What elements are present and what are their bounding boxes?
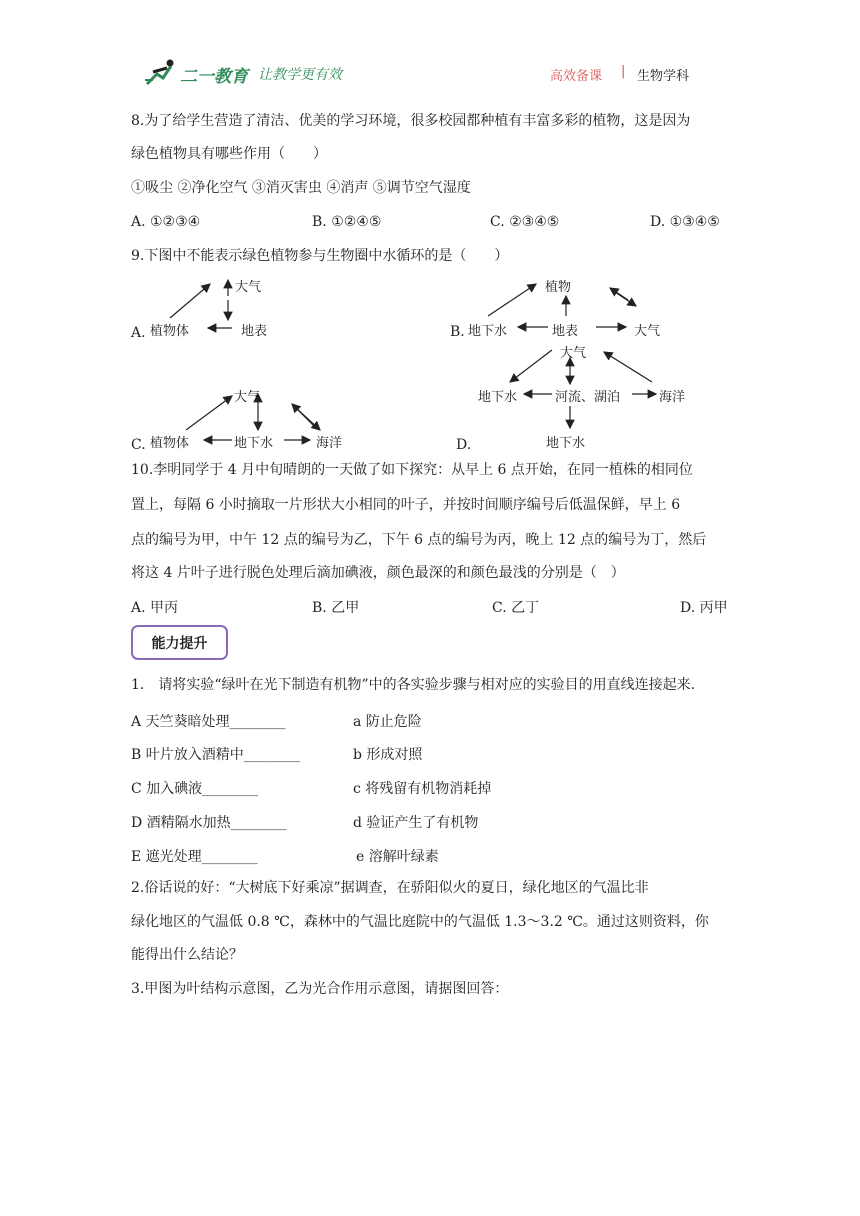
q10-option-b: B. 乙甲: [312, 600, 360, 616]
diagram-b-letter: B.: [450, 324, 465, 340]
p3-stem: 3.甲图为叶结构示意图，乙为光合作用示意图，请据图回答：: [131, 981, 509, 997]
p1-step-e: E 遮光处理________: [131, 849, 258, 865]
diagram-c-groundwater: 地下水: [234, 436, 274, 451]
diagram-b-plant: 植物: [545, 280, 572, 295]
diagram-b-groundwater: 地下水: [468, 324, 508, 339]
header-separator: |: [621, 64, 626, 79]
logo-text: 二一教育: [180, 67, 248, 87]
diagram-c-ocean: 海洋: [316, 436, 343, 451]
q8-stem-line2: 绿色植物具有哪些作用（ ）: [131, 146, 327, 162]
section-badge: 能力提升: [131, 625, 228, 660]
slogan: 让教学更有效: [258, 67, 342, 83]
q10-option-d: D. 丙甲: [680, 600, 728, 616]
p1-purpose-a: a 防止危险: [353, 714, 422, 730]
header-subject: 生物学科: [637, 69, 690, 84]
diagram-d-letter: D.: [456, 437, 472, 453]
diagram-b-surface: 地表: [552, 324, 579, 339]
diagram-d-rivers: 河流、湖泊: [555, 390, 621, 405]
q8-option-c: C. ②③④⑤: [490, 214, 560, 230]
q10-line3: 点的编号为甲，中午 12 点的编号为乙，下午 6 点的编号为丙，晚上 12 点的编号为丁，然后: [131, 532, 707, 548]
diagram-d-groundwater-left: 地下水: [478, 390, 518, 405]
q8-option-b: B. ①②④⑤: [312, 214, 382, 230]
p1-step-d: D 酒精隔水加热________: [131, 815, 287, 831]
q10-line4: 将这 4 片叶子进行脱色处理后滴加碘液，颜色最深的和颜色最浅的分别是（ ）: [131, 565, 625, 581]
diagram-b-atmosphere: 大气: [634, 324, 661, 339]
p1-purpose-e: e 溶解叶绿素: [356, 849, 439, 865]
q8-option-a: A. ①②③④: [131, 214, 201, 230]
q10-option-a: A. 甲丙: [131, 600, 179, 616]
p1-purpose-b: b 形成对照: [353, 747, 423, 763]
header-right-label: 高效备课: [550, 69, 603, 84]
p1-stem: 1. 请将实验“绿叶在光下制造有机物”中的各实验步骤与相对应的实验目的用直线连接起来.: [131, 677, 696, 693]
p2-line3: 能得出什么结论？: [131, 947, 243, 963]
q8-option-d: D. ①③④⑤: [650, 214, 720, 230]
diagram-d-ocean: 海洋: [659, 390, 686, 405]
water-cycle-diagrams: [0, 0, 860, 470]
q8-items: ①吸尘 ②净化空气 ③消灭害虫 ④消声 ⑤调节空气湿度: [131, 180, 471, 196]
diagram-c-letter: C.: [131, 437, 146, 453]
p2-line1: 2.俗话说的好：“大树底下好乘凉”据调查，在骄阳似火的夏日，绿化地区的气温比非: [131, 880, 649, 896]
p1-step-a: A 天竺葵暗处理________: [131, 714, 286, 730]
diagram-a-surface: 地表: [241, 324, 268, 339]
q10-option-c: C. 乙丁: [492, 600, 540, 616]
q9-stem: 9.下图中不能表示绿色植物参与生物圈中水循环的是（ ）: [131, 248, 509, 264]
diagram-a-letter: A.: [131, 325, 146, 341]
diagram-d-groundwater-bottom: 地下水: [546, 436, 586, 451]
p1-purpose-d: d 验证产生了有机物: [353, 815, 479, 831]
diagram-a-plant: 植物体: [150, 324, 190, 339]
q10-line2: 置上，每隔 6 小时摘取一片形状大小相同的叶子，并按时间顺序编号后低温保鲜，早上 6: [131, 497, 681, 513]
diagram-d-atmosphere: 大气: [560, 346, 587, 361]
q10-line1: 10.李明同学于 4 月中旬晴朗的一天做了如下探究：从早上 6 点开始，在同一植株的相同位: [131, 462, 693, 478]
p1-step-c: C 加入碘液________: [131, 781, 259, 797]
diagram-c-plant: 植物体: [150, 436, 190, 451]
diagram-c-atmosphere: 大气: [234, 390, 261, 405]
p1-step-b: B 叶片放入酒精中________: [131, 747, 300, 763]
p1-purpose-c: c 将残留有机物消耗掉: [353, 781, 492, 797]
q8-stem-line1: 8.为了给学生营造了清洁、优美的学习环境，很多校园都种植有丰富多彩的植物，这是因为: [131, 113, 691, 129]
diagram-a-atmosphere: 大气: [235, 280, 262, 295]
p2-line2: 绿化地区的气温低 0.8 ℃，森林中的气温比庭院中的气温低 1.3～3.2 ℃。通过这则资料，你: [131, 914, 709, 930]
